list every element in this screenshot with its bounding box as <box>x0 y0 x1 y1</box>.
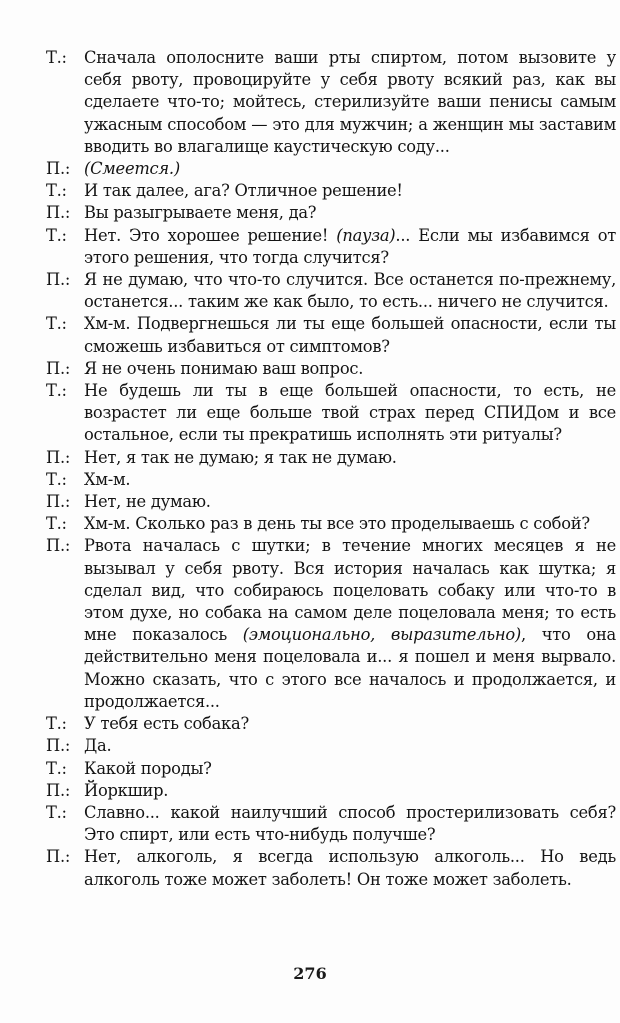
speaker-label: Т.: <box>46 714 67 734</box>
dialogue-turn <box>46 380 616 447</box>
speech-text <box>84 846 616 890</box>
speech-fragment: Славно... какой наилучший способ простерилизовать себя? Это спирт, или есть что-нибудь получше? <box>84 802 616 845</box>
speaker-label: П.: <box>46 492 71 512</box>
speech-text <box>84 358 616 380</box>
page-number: 276 <box>293 964 327 983</box>
dialogue-turn <box>46 713 616 735</box>
speech-text <box>84 491 616 513</box>
dialogue-turn <box>46 358 616 380</box>
speaker-label: П.: <box>46 203 71 223</box>
speaker-label: П.: <box>46 358 71 378</box>
dialogue-turn <box>46 202 616 224</box>
speech-fragment: Нет, не думаю. <box>84 492 211 512</box>
dialogue-turn <box>46 846 616 890</box>
speech-text <box>84 225 616 269</box>
speech-fragment: Рвота началась с шутки; в течение многих месяцев я не вызывал у себя рвоту. Вся история началась как шутка; я сделал вид, что собираюсь поцеловать собаку или что-то в этом духе, но собака на самом деле поцеловала меня; то есть мне показалось <box>84 536 616 645</box>
dialogue-turn <box>46 47 616 158</box>
speech-fragment: Хм-м. <box>84 469 131 489</box>
speaker-label: П.: <box>46 447 71 467</box>
speaker-label: Т.: <box>46 758 67 778</box>
speaker-label: Т.: <box>46 314 67 334</box>
speech-fragment: Я не очень понимаю ваш вопрос. <box>84 358 364 378</box>
stage-direction: (Смеется.) <box>84 159 180 179</box>
speaker-label: Т.: <box>46 514 67 534</box>
speech-fragment: Вы разыгрываете меня, да? <box>84 203 317 223</box>
speech-fragment: Не будешь ли ты в еще большей опасности, то есть, не возрастет ли еще больше твой страх перед СПИДом и все остальное, если ты прекратишь исполнять эти ритуалы? <box>84 381 616 445</box>
dialogue-turn <box>46 225 616 269</box>
speech-fragment: У тебя есть собака? <box>84 714 249 734</box>
speech-text <box>84 802 616 846</box>
speech-text <box>84 447 616 469</box>
speech-fragment: И так далее, ага? Отличное решение! <box>84 181 403 201</box>
speech-fragment: Нет. Это хорошее решение! <box>84 225 337 245</box>
speaker-label: Т.: <box>46 181 67 201</box>
speaker-label: Т.: <box>46 381 67 401</box>
speech-text <box>84 47 616 158</box>
dialogue-turn <box>46 735 616 757</box>
speaker-label: Т.: <box>46 225 67 245</box>
dialogue-turn <box>46 158 616 180</box>
speech-fragment: Сначала ополосните ваши рты спиртом, потом вызовите у себя рвоту, провоцируйте у себя рвоту всякий раз, как вы сделаете что-то; мойтесь, стерилизуйте ваши пенисы самым ужасным способом — это для мужчин; а женщин мы заставим вводить во влагалище каустическую соду... <box>84 48 616 156</box>
speaker-label: П.: <box>46 736 71 756</box>
speaker-label: П.: <box>46 847 71 867</box>
dialogue-turn <box>46 802 616 846</box>
speech-text <box>84 535 616 713</box>
speech-text <box>84 158 616 180</box>
speech-text <box>84 202 616 224</box>
speech-text <box>84 313 616 357</box>
speech-fragment: Я не думаю, что что-то случится. Все останется по-прежнему, останется... таким же как было, то есть... ничего не случится. <box>84 270 616 312</box>
speech-text <box>84 513 616 535</box>
speaker-label: П.: <box>46 159 71 179</box>
dialogue-turn <box>46 180 616 202</box>
speech-text <box>84 269 616 313</box>
dialogue-turn <box>46 313 616 357</box>
speech-fragment: Нет, алкоголь, я всегда использую алкоголь... Но ведь алкоголь тоже может заболеть! Он тоже может заболеть. <box>84 847 616 889</box>
speech-text <box>84 780 616 802</box>
speech-text <box>84 713 616 735</box>
speech-fragment: Хм-м. Подвергнешься ли ты еще большей опасности, если ты сможешь избавиться от симптомов? <box>84 314 616 356</box>
dialogue-turn <box>46 535 616 713</box>
speech-fragment: Да. <box>84 736 112 756</box>
speaker-label: Т.: <box>46 802 67 822</box>
speaker-label: Т.: <box>46 48 67 67</box>
speaker-label: П.: <box>46 536 71 556</box>
dialogue-turn <box>46 447 616 469</box>
dialogue-transcript <box>46 47 616 891</box>
speech-fragment: , что она действительно меня поцеловала и... я пошел и меня вырвало. Можно сказать, что с этого все началось и продолжается, и продолжается... <box>84 625 616 711</box>
speaker-label: Т.: <box>46 469 67 489</box>
dialogue-turn <box>46 469 616 491</box>
dialogue-turn <box>46 758 616 780</box>
speech-fragment: Нет, я так не думаю; я так не думаю. <box>84 447 397 467</box>
speech-fragment: ... Если мы избавимся от этого решения, что тогда случится? <box>84 225 617 267</box>
dialogue-turn <box>46 513 616 535</box>
stage-direction: (пауза) <box>336 225 396 245</box>
speaker-label: П.: <box>46 780 71 800</box>
dialogue-turn <box>46 780 616 802</box>
speech-fragment: Йоркшир. <box>84 780 169 800</box>
stage-direction: (эмоционально, выразительно) <box>242 625 522 645</box>
speech-text <box>84 380 616 447</box>
speech-fragment: Хм-м. Сколько раз в день ты все это проделываешь с собой? <box>84 514 590 534</box>
speech-text <box>84 735 616 757</box>
speech-text <box>84 469 616 491</box>
dialogue-turn <box>46 269 616 313</box>
speech-text <box>84 758 616 780</box>
speaker-label: П.: <box>46 270 71 290</box>
speech-text <box>84 180 616 202</box>
speech-fragment: Какой породы? <box>84 758 212 778</box>
dialogue-turn <box>46 491 616 513</box>
